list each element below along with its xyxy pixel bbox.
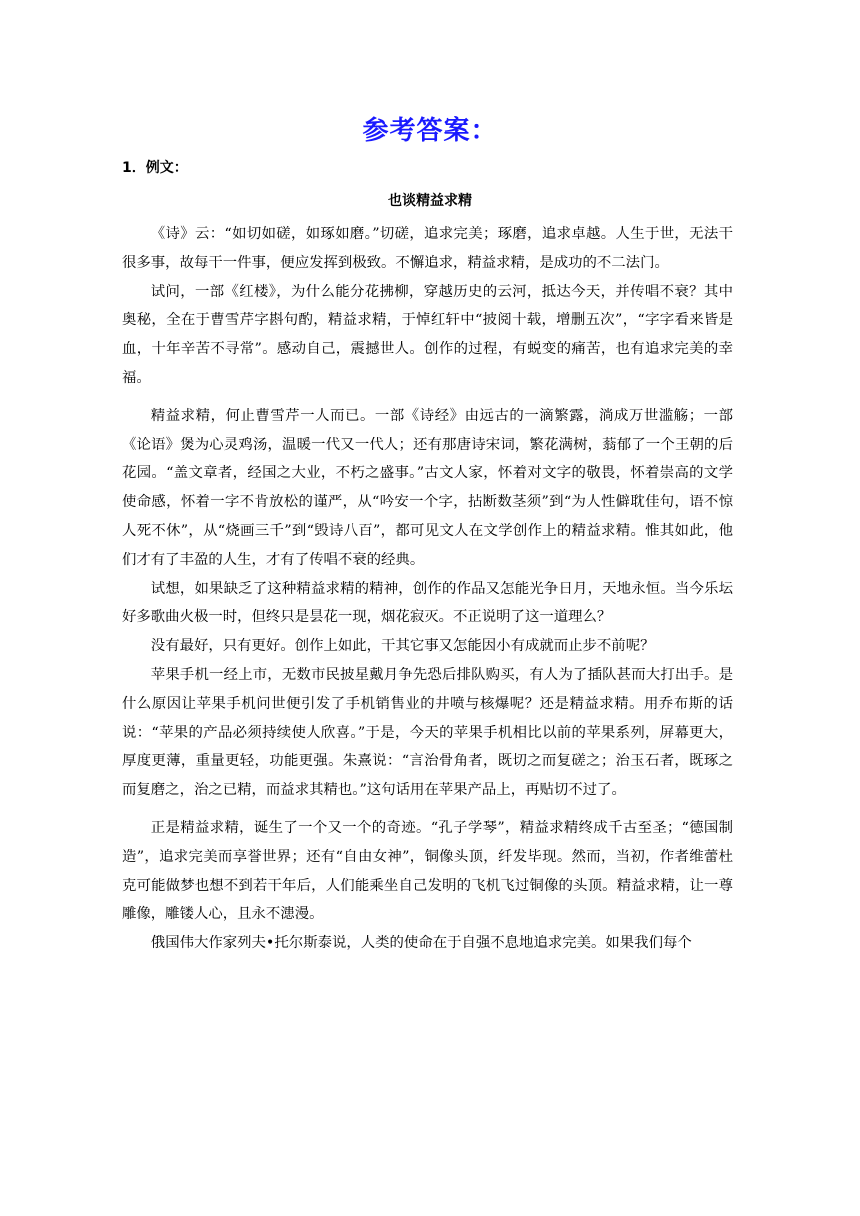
paragraph: 没有最好，只有更好。创作上如此，干其它事又怎能因小有成就而止步不前呢？ [150,638,655,655]
paragraph: 试想，如果缺乏了这种精益求精的精神，创作的作品又怎能光争日月，天地永恒。当今乐坛好多歌曲火极一时，但终只是昙花一现，烟花寂灭。不正说明了这一道理么？ [122,580,733,626]
essay-title: 也谈精益求精 [388,193,472,209]
essay-body [122,220,733,958]
paragraph: 试问，一部《红楼》，为什么能分花拂柳，穿越历史的云河，抵达今天，并传唱不衰？其中奥秘，全在于曹雪芹字斟句酌，精益求精，于悼红轩中“披阅十载，增删五次”，“字字看来皆是血，十年辛苦不寻常”。感动自己，震撼世人。创作的过程，有蜕变的痛苦，也有追求完美的幸福。 [122,283,733,386]
question-label: 1．例文： [122,160,188,176]
answer-heading: 参考答案： [362,116,498,146]
paragraph: 正是精益求精，诞生了一个又一个的奇迹。“孔子学琴”，精益求精终成千古至圣；“德国制造”，追求完美而享誉世界；还有“自由女神”，铜像头顶，纤发毕现。然而，当初，作者维蕾杜克可能做梦也想不到若干年后，人们能乘坐自己发明的飞机飞过铜像的头顶。精益求精，让一尊雕像，雕镂人心，且永不漶漫。 [122,819,733,923]
paragraph: 《诗》云：“如切如磋，如琢如磨。”切磋，追求完美；琢磨，追求卓越。人生于世，无法干很多事，故每干一件事，便应发挥到极致。不懈追求，精益求精，是成功的不二法门。 [122,226,733,271]
paragraph: 俄国伟大作家列夫•托尔斯泰说，人类的使命在于自强不息地追求完美。如果我们每个 [150,935,692,952]
paragraph: 苹果手机一经上市，无数市民披星戴月争先恐后排队购买，有人为了插队甚而大打出手。是什么原因让苹果手机问世便引发了手机销售业的井喷与核爆呢？还是精益求精。用乔布斯的话说：“苹果的产品必须持续使人欣喜。”于是，今天的苹果手机相比以前的苹果系列，屏幕更大，厚度更薄，重量更轻，功能更强。朱熹说：“言治骨角者，既切之而复磋之；治玉石者，既琢之而复磨之，治之已精，而益求其精也。”这句话用在苹果产品上，再贴切不过了。 [122,666,733,799]
paragraph: 精益求精，何止曹雪芹一人而已。一部《诗经》由远古的一滴繁露，淌成万世滥觞；一部《论语》煲为心灵鸡汤，温暖一代又一代人；还有那唐诗宋词，繁花满树，蓊郁了一个王朝的后花园。“盖文章者，经国之大业，不朽之盛事。”古文人家，怀着对文字的敬畏，怀着崇高的文学使命感，怀着一字不肯放松的谨严，从“吟安一个字，拈断数茎须”到“为人性僻耽佳句，语不惊人死不休”，从“烧画三千”到“毁诗八百”，都可见文人在文学创作上的精益求精。惟其如此，他们才有了丰盈的人生，才有了传唱不衰的经典。 [122,407,733,568]
